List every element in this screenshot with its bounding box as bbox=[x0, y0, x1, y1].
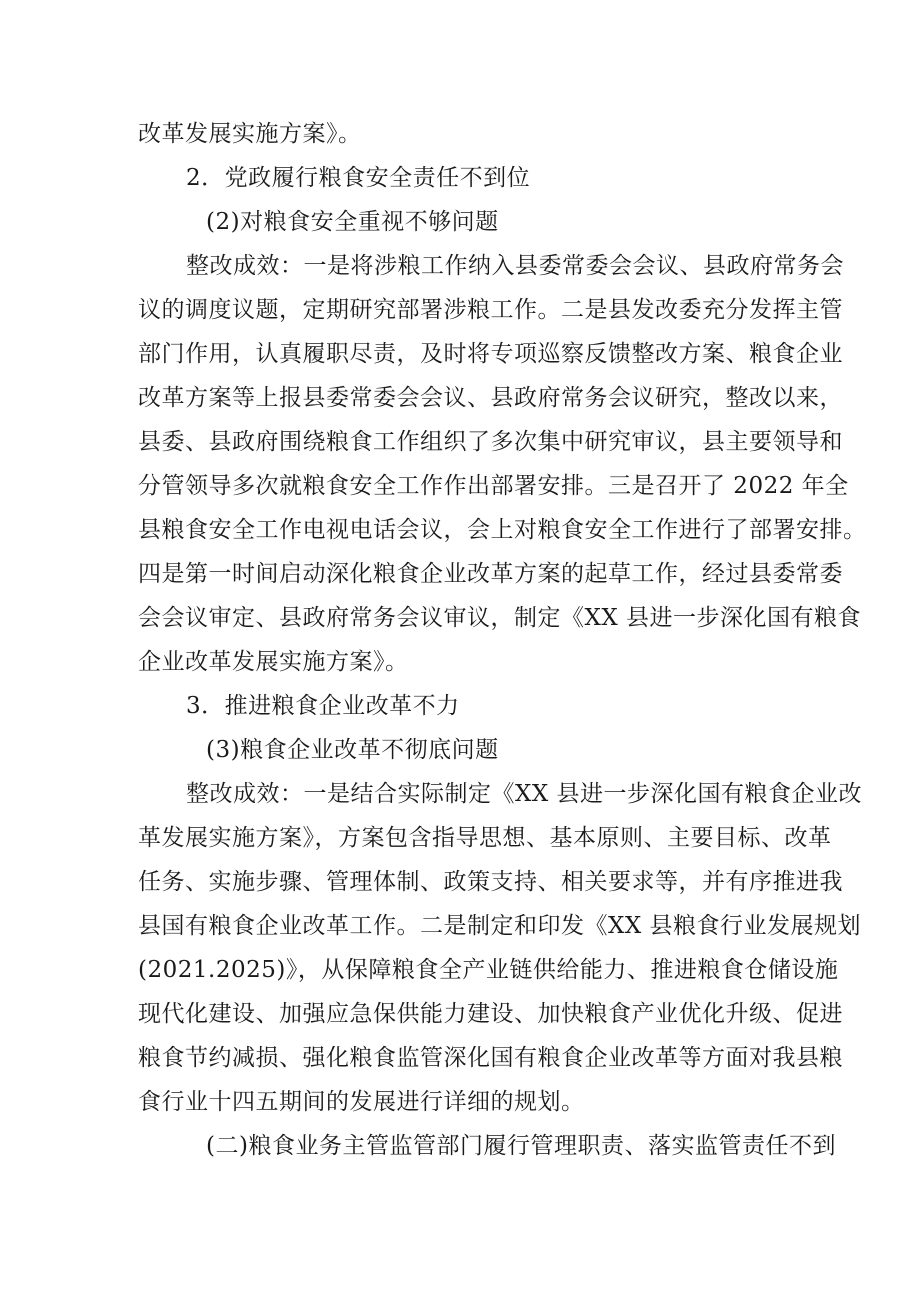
text-line: 会会议审定、县政府常务会议审议，制定《XX 县进一步深化国有粮食 bbox=[138, 605, 862, 631]
text-line: 任务、实施步骤、管理体制、政策支持、相关要求等，并有序推进我 bbox=[138, 869, 843, 895]
text-line: 企业改革发展实施方案》。 bbox=[138, 649, 409, 675]
text-line: 部门作用，认真履职尽责，及时将专项巡察反馈整改方案、粮食企业 bbox=[138, 341, 843, 367]
text-line: 现代化建设、加强应急保供能力建设、加快粮食产业优化升级、促进 bbox=[138, 1001, 843, 1027]
text-line: 整改成效：一是将涉粮工作纳入县委常委会会议、县政府常务会 bbox=[186, 253, 844, 279]
text-line: 四是第一时间启动深化粮食企业改革方案的起草工作，经过县委常委 bbox=[138, 561, 843, 587]
section-heading-2: 2．党政履行粮食安全责任不到位 bbox=[186, 165, 531, 191]
text-line: 革发展实施方案》，方案包含指导思想、基本原则、主要目标、改革 bbox=[138, 825, 832, 851]
section-heading-3: 3．推进粮食企业改革不力 bbox=[186, 693, 460, 719]
text-line: 整改成效：一是结合实际制定《XX 县进一步深化国有粮食企业改 bbox=[186, 781, 863, 807]
text-line: 县委、县政府围绕粮食工作组织了多次集中研究审议，县主要领导和 bbox=[138, 429, 843, 455]
section-heading-er: (二)粮食业务主管监管部门履行管理职责、落实监管责任不到 bbox=[206, 1133, 836, 1159]
text-line: 食行业十四五期间的发展进行详细的规划。 bbox=[138, 1089, 585, 1115]
text-line: (2021.2025)》，从保障粮食全产业链供给能力、推进粮食仓储设施 bbox=[138, 957, 839, 983]
subsection-heading: (3)粮食企业改革不彻底问题 bbox=[206, 737, 499, 763]
text-line: 分管领导多次就粮食安全工作作出部署安排。三是召开了 2022 年全 bbox=[138, 473, 849, 499]
text-line: 改革方案等上报县委常委会会议、县政府常务会议研究，整改以来， bbox=[138, 385, 843, 411]
text-line: 改革发展实施方案》。 bbox=[138, 121, 362, 147]
text-line: 县粮食安全工作电视电话会议，会上对粮食安全工作进行了部署安排。 bbox=[138, 517, 867, 543]
text-line: 县国有粮食企业改革工作。二是制定和印发《XX 县粮食行业发展规划 bbox=[138, 913, 862, 939]
subsection-heading: (2)对粮食安全重视不够问题 bbox=[206, 209, 499, 235]
text-line: 粮食节约减损、强化粮食监管深化国有粮食企业改革等方面对我县粮 bbox=[138, 1045, 843, 1071]
text-line: 议的调度议题，定期研究部署涉粮工作。二是县发改委充分发挥主管 bbox=[138, 297, 843, 323]
